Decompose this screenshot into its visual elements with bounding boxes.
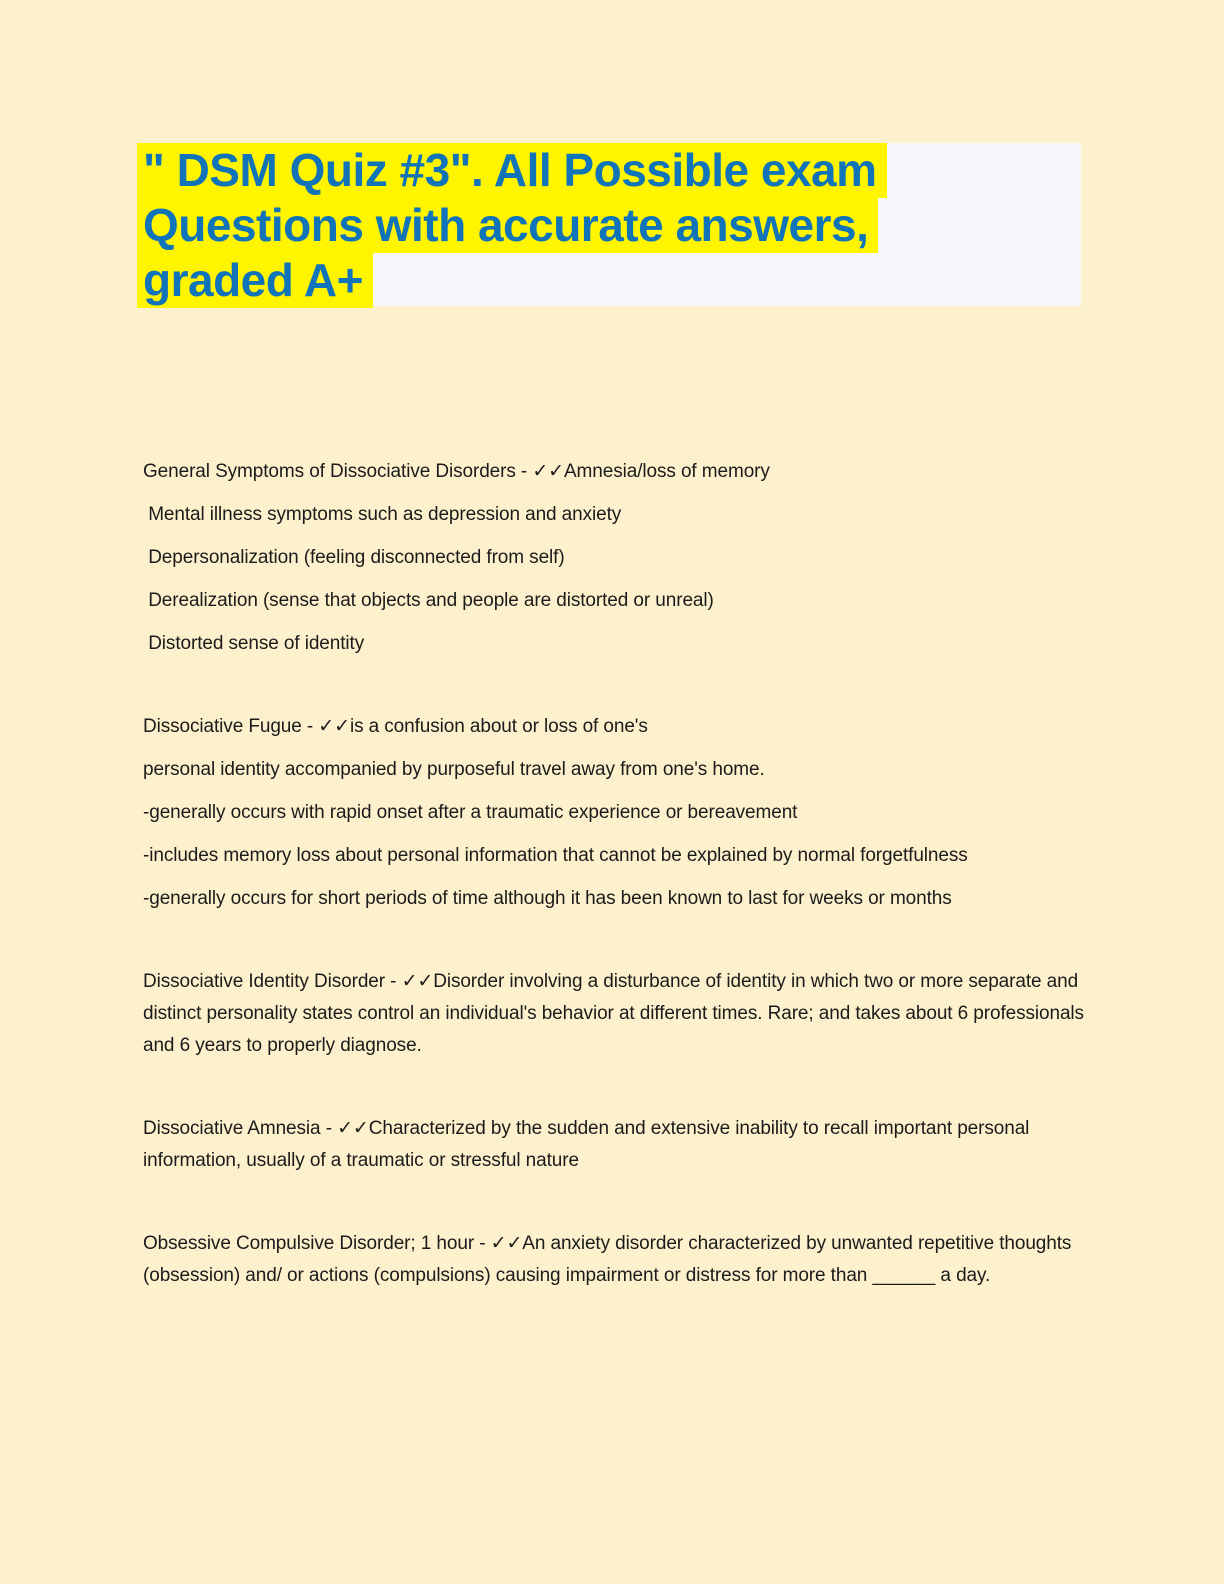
title-line-highlight: Questions with accurate answers, — [137, 198, 878, 253]
document-body — [143, 456, 1093, 1292]
qa-paragraph: Derealization (sense that objects and people are distorted or unreal) — [143, 590, 714, 611]
title-line-highlight: " DSM Quiz #3". All Possible exam — [137, 143, 887, 198]
qa-paragraph: Dissociative Amnesia - ✓✓Characterized by the sudden and extensive inability to recall important personal information, usually of a traumatic or stressful nature — [143, 1118, 1035, 1171]
title-line — [143, 198, 1093, 253]
qa-paragraph: -includes memory loss about personal information that cannot be explained by normal forgetfulness — [143, 845, 968, 866]
document-content — [143, 143, 1093, 1292]
document-title — [143, 143, 1093, 308]
qa-paragraph: -generally occurs with rapid onset after a traumatic experience or bereavement — [143, 802, 798, 823]
qa-group-obsessive-compulsive-disorder — [143, 1228, 1093, 1292]
title-line — [143, 253, 1093, 308]
qa-group-dissociative-fugue — [143, 711, 1093, 915]
qa-paragraph: -generally occurs for short periods of time although it has been known to last for weeks or months — [143, 888, 952, 909]
qa-paragraph: Obsessive Compulsive Disorder; 1 hour - ✓✓An anxiety disorder characterized by unwanted repetitive thoughts (obsession) and/ or actions (compulsions) causing impairment or distress for more than ______ a day. — [143, 1233, 1077, 1286]
qa-group-dissociative-identity-disorder — [143, 966, 1093, 1062]
qa-paragraph: Distorted sense of identity — [143, 633, 365, 654]
qa-paragraph: personal identity accompanied by purposeful travel away from one's home. — [143, 759, 765, 780]
qa-group-dissociative-symptoms — [143, 456, 1093, 660]
qa-paragraph: Depersonalization (feeling disconnected from self) — [143, 547, 565, 568]
qa-paragraph: General Symptoms of Dissociative Disorders - ✓✓Amnesia/loss of memory — [143, 461, 770, 482]
qa-paragraph: Dissociative Fugue - ✓✓is a confusion about or loss of one's — [143, 716, 648, 737]
qa-group-dissociative-amnesia — [143, 1113, 1093, 1177]
title-line — [143, 143, 1093, 198]
title-line-highlight: graded A+ — [137, 253, 373, 308]
qa-paragraph: Mental illness symptoms such as depression and anxiety — [143, 504, 622, 525]
qa-paragraph: Dissociative Identity Disorder - ✓✓Disorder involving a disturbance of identity in which two or more separate and distinct personality states control an individual's behavior at different times. Rare; and takes about 6 professionals and 6 years to properly diagnose. — [143, 971, 1090, 1056]
